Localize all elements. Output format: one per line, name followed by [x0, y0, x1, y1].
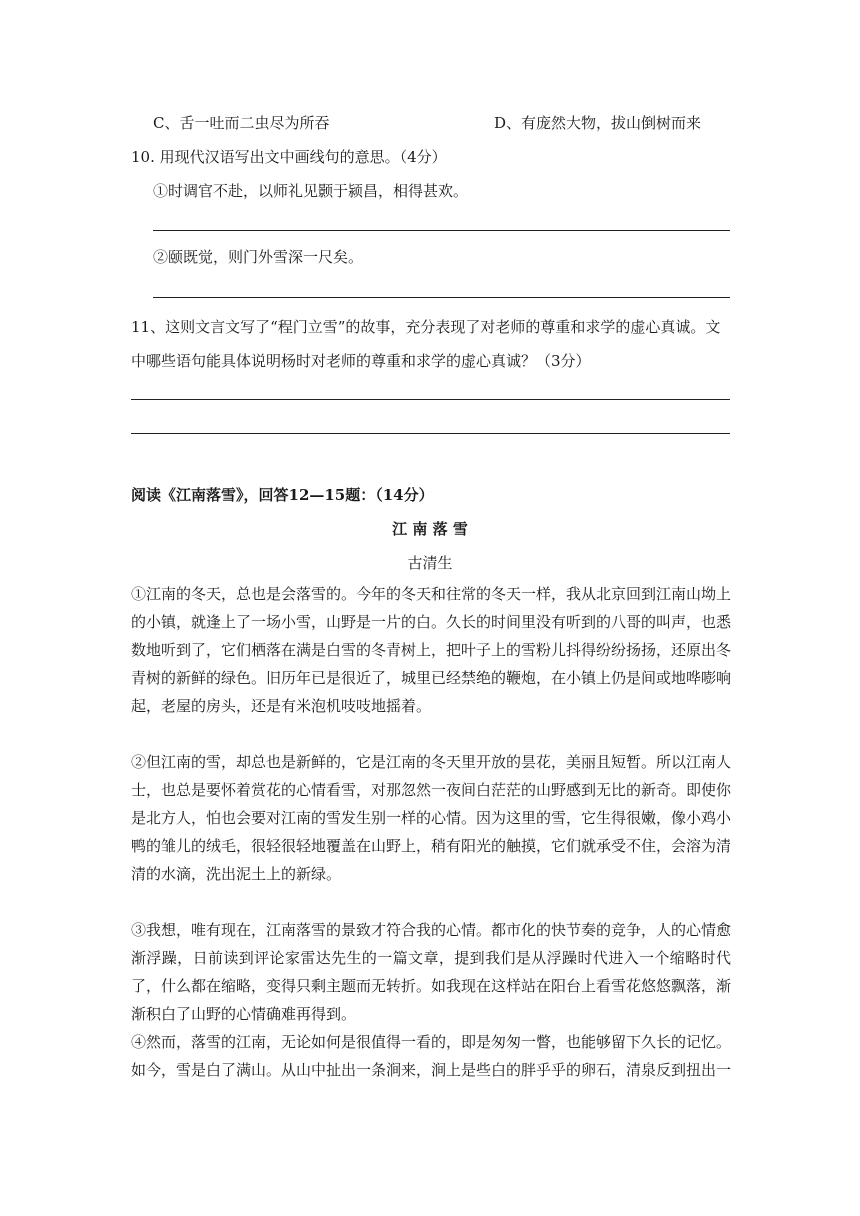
- reading-instruction: 阅读《江南落雪》，回答12—15题：（14分）: [131, 486, 434, 504]
- option-d: D、有庞然大物，拔山倒树而来: [494, 114, 702, 132]
- question-11-stem-line-2: 中哪些语句能具体说明杨时对老师的尊重和求学的虚心真诚？（3分）: [131, 352, 591, 370]
- article-author: 古清生: [407, 554, 453, 572]
- question-10-item-2: ②颐既觉，则门外雪深一尺矣。: [153, 248, 364, 266]
- article-paragraph-4: ④然而，落雪的江南，无论如何是很值得一看的，即是匆匆一瞥，也能够留下久长的记忆。如今，雪是白了满山。从山中扯出一条涧来，涧上是些白的胖乎乎的卵石，清泉反到扭出一: [131, 1033, 732, 1079]
- article-paragraph-1: ①江南的冬天，总也是会落雪的。今年的冬天和往常的冬天一样，我从北京回到江南山坳上的小镇，就逢上了一场小雪，山野是一片的白。久长的时间里没有听到的八哥的叫声，也悉数地听到了，它们栖落在满是白雪的冬青树上，把叶子上的雪粉儿抖得纷纷扬扬，还原出冬青树的新鲜的绿色。旧历年已是很近了，城里已经禁绝的鞭炮，在小镇上仍是间或地哗嘭响起，老屋的房头，还是有米泡机吱吱地摇着。: [131, 585, 732, 715]
- article-title: 江 南 落 雪: [392, 520, 468, 538]
- answer-line-3[interactable]: [131, 399, 730, 400]
- article-paragraph-2: ②但江南的雪，却总也是新鲜的，它是江南的冬天里开放的昙花，美丽且短暂。所以江南人士，也总是要怀着赏花的心情看雪，对那忽然一夜间白茫茫的山野感到无比的新奇。即使你是北方人，怕也会要对江南的雪发生别一样的心情。因为这里的雪，它生得很嫩，像小鸡小鸭的雏儿的绒毛，很轻很轻地覆盖在山野上，稍有阳光的触摸，它们就承受不住，会溶为清清的水滴，洗出泥土上的新绿。: [131, 753, 732, 883]
- option-c: C、舌一吐而二虫尽为所吞: [153, 114, 330, 132]
- question-11-stem-line-1: 11、这则文言文写了“程门立雪”的故事，充分表现了对老师的尊重和求学的虚心真诚。文: [131, 318, 721, 336]
- answer-line-2[interactable]: [153, 297, 730, 298]
- question-10-stem: 10. 用现代汉语写出文中画线句的意思。（4分）: [131, 148, 447, 166]
- question-10-item-1: ①时调官不赴，以师礼见颢于颍昌，相得甚欢。: [153, 182, 469, 200]
- answer-line-1[interactable]: [153, 230, 730, 231]
- answer-line-4[interactable]: [131, 433, 730, 434]
- article-paragraph-3: ③我想，唯有现在，江南落雪的景致才符合我的心情。都市化的快节奏的竞争，人的心情愈渐浮躁，日前读到评论家雷达先生的一篇文章，提到我们是从浮躁时代进入一个缩略时代了，什么都在缩略，变得只剩主题而无转折。如我现在这样站在阳台上看雪花悠悠飘落，渐渐积白了山野的心情确难再得到。: [131, 921, 732, 1023]
